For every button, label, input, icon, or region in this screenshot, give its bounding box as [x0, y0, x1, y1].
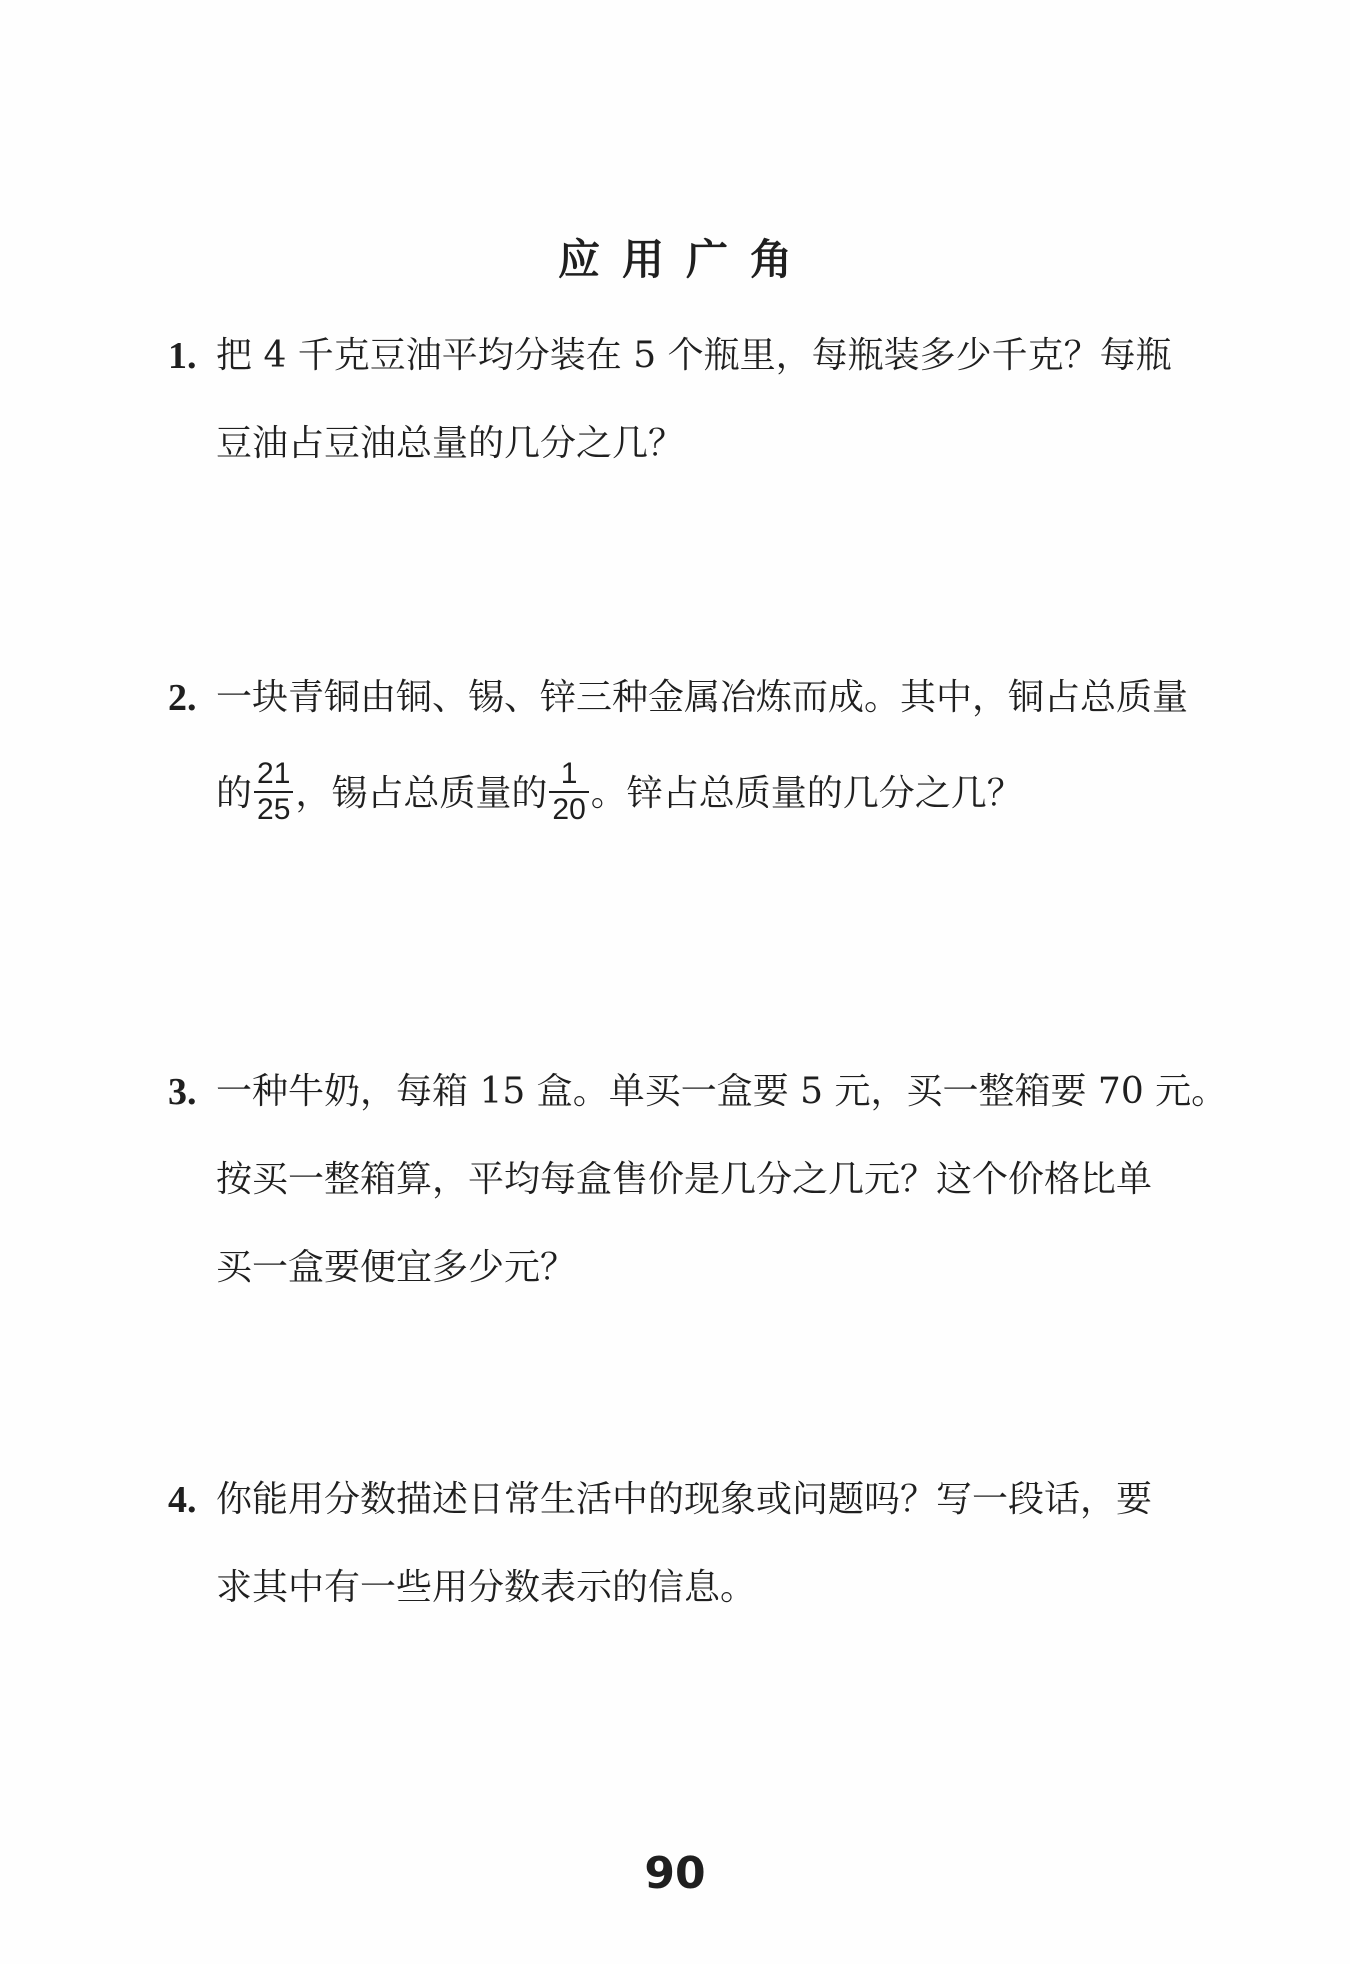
- text-segment: 的: [216, 773, 253, 814]
- problem-line: 一种牛奶，每箱 15 盒。单买一盒要 5 元，买一整箱要 70 元。: [216, 1071, 1228, 1112]
- fraction-numerator: 1: [549, 757, 588, 793]
- problem-line-with-fractions: [216, 750, 1233, 838]
- fraction-denominator: 20: [552, 793, 586, 826]
- problem-4: [168, 1456, 1233, 1632]
- problem-number: 1.: [168, 335, 197, 377]
- problem-number: 3.: [168, 1071, 197, 1113]
- problem-number: 2.: [168, 677, 197, 719]
- problem-text: [216, 312, 1233, 488]
- problem-number: 4.: [168, 1479, 197, 1521]
- problem-2: [168, 654, 1233, 838]
- page-number: 90: [644, 1848, 706, 1899]
- problem-3: [168, 1048, 1233, 1312]
- fraction-numerator: 21: [254, 757, 293, 793]
- problem-line: 你能用分数描述日常生活中的现象或问题吗？写一段话，要: [216, 1479, 1153, 1520]
- problem-text: [216, 1048, 1233, 1312]
- problem-line: 豆油占豆油总量的几分之几？: [216, 423, 685, 464]
- problem-1: [168, 312, 1233, 488]
- fraction-1-20: [549, 757, 588, 827]
- fraction-21-25: [254, 757, 293, 827]
- problem-line: 求其中有一些用分数表示的信息。: [216, 1567, 757, 1608]
- problem-line: 买一盒要便宜多少元？: [216, 1247, 577, 1288]
- section-title: 应用广角: [557, 235, 814, 284]
- problem-text: [216, 654, 1233, 838]
- problem-line: 一块青铜由铜、锡、锌三种金属冶炼而成。其中，铜占总质量: [216, 677, 1189, 718]
- text-segment: ，锡占总质量的: [295, 773, 548, 814]
- problem-line: 按买一整箱算，平均每盒售价是几分之几元？这个价格比单: [216, 1159, 1153, 1200]
- problem-text: [216, 1456, 1233, 1632]
- problem-line: 把 4 千克豆油平均分装在 5 个瓶里，每瓶装多少千克？每瓶: [216, 335, 1172, 376]
- text-segment: 。锌占总质量的几分之几？: [590, 773, 1023, 814]
- fraction-denominator: 25: [257, 793, 291, 826]
